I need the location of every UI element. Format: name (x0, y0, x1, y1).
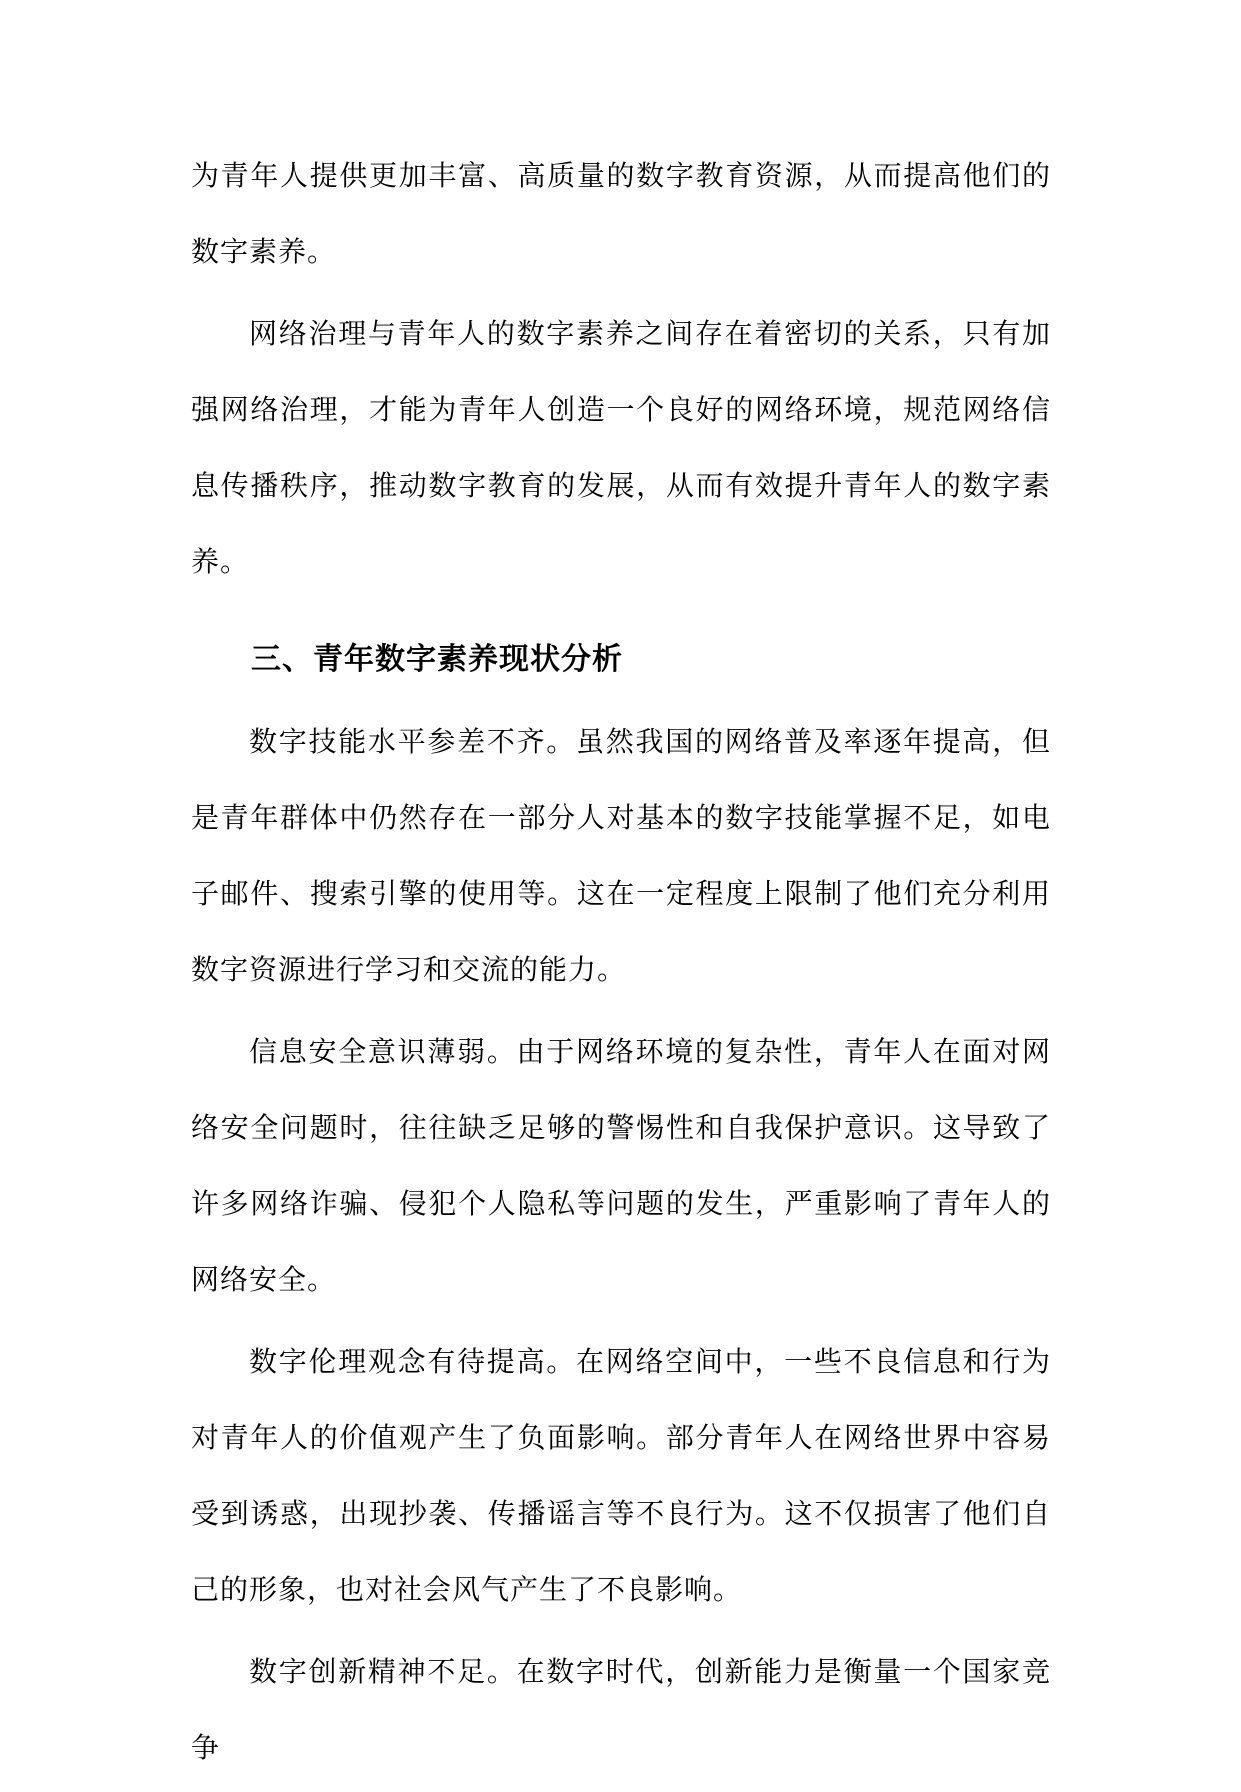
body-paragraph: 信息安全意识薄弱。由于网络环境的复杂性，青年人在面对网络安全问题时，往往缺乏足够的警惕性和自我保护意识。这导致了许多网络诈骗、侵犯个人隐私等问题的发生，严重影响了青年人的网络安全。 (191, 1035, 1051, 1296)
body-paragraph: 数字伦理观念有待提高。在网络空间中，一些不良信息和行为对青年人的价值观产生了负面影响。部分青年人在网络世界中容易受到诱惑，出现抄袭、传播谣言等不良行为。这不仅损害了他们自己的形象，也对社会风气产生了不良影响。 (191, 1345, 1051, 1606)
body-paragraph: 网络治理与青年人的数字素养之间存在着密切的关系，只有加强网络治理，才能为青年人创造一个良好的网络环境，规范网络信息传播秩序，推动数字教育的发展，从而有效提升青年人的数字素养。 (191, 317, 1051, 578)
body-paragraph: 数字技能水平参差不齐。虽然我国的网络普及率逐年提高，但是青年群体中仍然存在一部分人对基本的数字技能掌握不足，如电子邮件、搜索引擎的使用等。这在一定程度上限制了他们充分利用数字资源进行学习和交流的能力。 (191, 725, 1051, 986)
body-paragraph-continued: 为青年人提供更加丰富、高质量的数字教育资源，从而提高他们的数字素养。 (191, 159, 1051, 268)
document-body (191, 138, 1051, 1792)
section-heading: 三、青年数字素养现状分析 (251, 642, 623, 677)
body-paragraph: 数字创新精神不足。在数字时代，创新能力是衡量一个国家竞争 (191, 1655, 1051, 1764)
